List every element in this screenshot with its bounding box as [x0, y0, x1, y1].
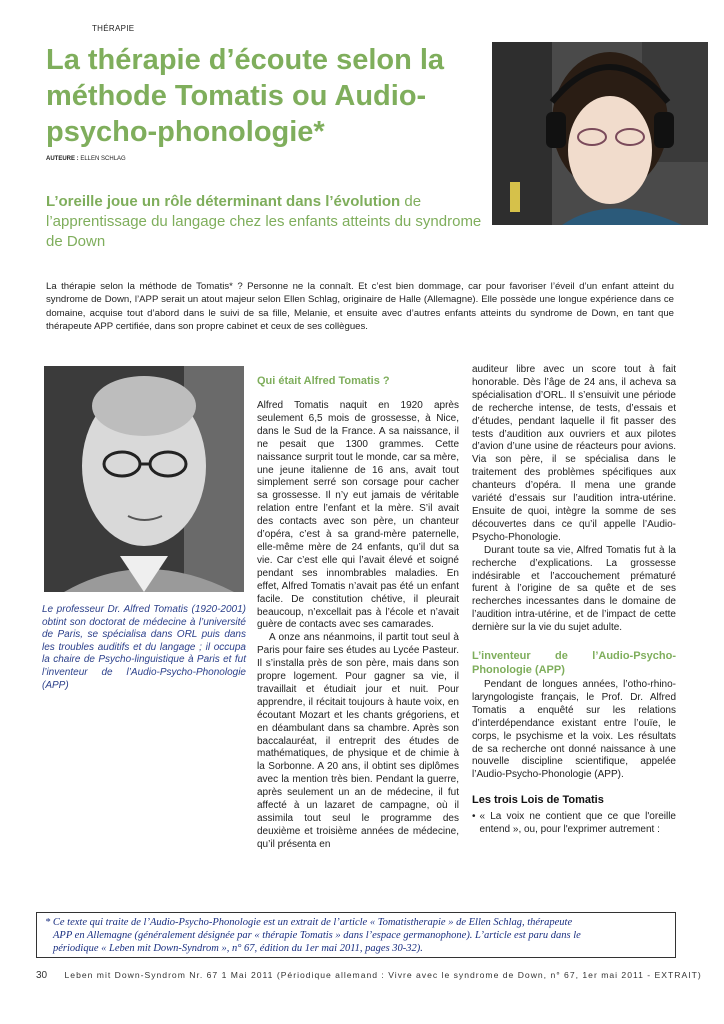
bullet-text: « La voix ne contient que ce que l'oreille entend », ou, pour l'exprimer autrement :	[479, 811, 676, 836]
paragraph: Pendant de longues années, l’otho-rhino-laryngologiste français, le Prof. Dr. Alfred Tomatis a enquêté sur les relations d’interdépendance existant entre l’ouïe, le corps, le psychisme et la voix. Les résultats de sa recherche ont donné naissance à une nouvelle discipline scientifique, appelée l’Audio-Psycho-Phonologie (APP).	[472, 679, 676, 781]
column-right	[472, 364, 676, 837]
section-label: THÉRAPIE	[92, 24, 135, 33]
photo-alfred-tomatis	[44, 366, 244, 592]
page-number: 30	[36, 970, 48, 981]
subtitle	[46, 192, 486, 252]
paragraph: Alfred Tomatis naquit en 1920 après seulement 6,5 mois de grossesse, à Nice, dans le Sud de la France. A sa naissance, il ne pesait que 1300 grammes. Cette naissance surprit tout le monde, car sa mère, une jeune italienne de 16 ans, avait tout simplement serré son corsage pour cacher sa grossesse. Il n’y eut jamais de véritable relation entre l’enfant et la mère. S’il avait des contacts avec son père, un chanteur d’opéra, c’est à sa grand-mère paternelle, elle-même mère de 24 enfants, qu’il dut sa vie. Car c’est elle qui l’avait élevé et soigné pendant ses innombrables maladies. En effet, Alfred Tomatis n’avait pas été un enfant facile. De constitution chétive, il pleurait beaucoup, n’excellait pas à l’école et n’avait guère de contacts avec ses camarades.	[257, 400, 459, 631]
author-label: AUTEURE :	[46, 156, 79, 162]
footnote-line: APP en Allemagne (généralement désignée par « thérapie Tomatis » dans l’espace germanophone). L’article est paru dans le	[53, 930, 581, 941]
section-heading-laws: Les trois Lois de Tomatis	[472, 794, 604, 807]
photo-girl-with-headphones	[492, 42, 708, 225]
section-heading-tomatis: Qui était Alfred Tomatis ?	[257, 375, 390, 387]
subtitle-bold: L’oreille joue un rôle déterminant dans l’évolution	[46, 193, 401, 210]
man-illustration	[44, 366, 244, 592]
bullet-icon: •	[472, 811, 476, 823]
girl-illustration	[492, 42, 708, 225]
footnote-line: périodique « Leben mit Down-Syndrom », n° 67, édition du 1er mai 2011, pages 30-32).	[53, 943, 423, 954]
photo-caption: Le professeur Dr. Alfred Tomatis (1920-2001) obtint son doctorat de médecine à l’université de Paris, se spécialisa dans ORL puis dans les troubles auditifs et du langage ; il occupa la chaire de Psycho-linguistique à Paris et fut l’inventeur de l’Audio-Psycho-Phonologie (APP)	[42, 604, 246, 691]
footer-text: Leben mit Down-Syndrom Nr. 67 1 Mai 2011 (Périodique allemand : Vivre avec le syndrome de Down, n° 67, 1er mai 2011 - EXTRAIT)	[64, 970, 702, 980]
section-heading-inventor: L’inventeur de l’Audio-Psycho-Phonologie (APP)	[472, 650, 676, 677]
paragraph: auditeur libre avec un score tout à fait honorable. Dès l’âge de 24 ans, il acheva sa spécialisation d’ORL. Il s’ensuivit une période de recherche intense, de tests, d’essais et d’études, pendant laquelle il fit passer des tests d’audition aux ouvriers et aux pilotes d’avion d’une usine de réacteurs pour avions. Via son père, il se spécialisa dans le traitement des problèmes spécifiques aux chanteurs d’opéra. Il mena une grande variété d’essais sur l’audition intra-utérine. Ensuite de quoi, intègre la somme de ses découvertes dans ce qu’il appelle l’Audio-Psycho-Phonologie.	[472, 364, 676, 543]
footnote-box	[36, 912, 676, 958]
intro-paragraph: La thérapie selon la méthode de Tomatis* ? Personne ne la connaît. Et c’est bien dommage, car pour favoriser l’éveil d’un enfant atteint du syndrome de Down, l’APP serait un atout majeur selon Ellen Schlag, originaire de Halle (Allemagne). Elle possède une longue expérience dans ce domaine, acquise tout d’abord dans le suivi de sa fille, Melanie, et ensuite avec d’autres enfants atteints du syndrome de Down, en tant que thérapeute APP certifiée, dans son propre cabinet et ceux de ses collègues.	[46, 281, 674, 333]
paragraph: Durant toute sa vie, Alfred Tomatis fut à la recherche d’explications. La grossesse indésirable et l’accouchement prématuré furent à l’origine de sa quête et de ses recherches incessantes dans le domaine de l’audition intra-utérine, et de l’impact de cette dernière sur la vie du sujet adulte.	[472, 544, 676, 634]
author-line	[46, 156, 126, 162]
column-middle	[257, 375, 459, 852]
list-item	[472, 811, 676, 837]
subtitle-rest: de l’apprentissage du langage chez les enfants atteints du syndrome de Down	[46, 193, 482, 250]
page-title: La thérapie d’écoute selon la méthode Tomatis ou Audio-psycho-phonologie*	[46, 44, 445, 148]
author-name: ELLEN SCHLAG	[80, 156, 126, 162]
page-footer	[36, 970, 702, 981]
footnote-line: * Ce texte qui traite de l’Audio-Psycho-Phonologie est un extrait de l’article « Tomatistherapie » de Ellen Schlag, thérapeute	[45, 917, 573, 928]
paragraph: A onze ans néanmoins, il partit tout seul à Paris pour faire ses études au Lycée Pasteur. Il s’installa près de son père, mais dans son propre logement. Pour gagner sa vie, il travaillait et étudiait jour et nuit. Pour apprendre, il récitait toujours à haute voix, en écoutant Mozart et les chants grégoriens, et en déambulant dans sa chambre. Après son baccalauréat, il entreprit des études de mathématiques, de physique et de chimie à la Sorbonne. A 20 ans, il obtint ses diplômes avec la mention très bien. Pendant la guerre, après seulement un an de médecine, il fut affecté à un lazaret de campagne, où il assimila tout seul le programme des deuxième et troisième années de médecine, qu’il présenta en	[257, 632, 459, 850]
